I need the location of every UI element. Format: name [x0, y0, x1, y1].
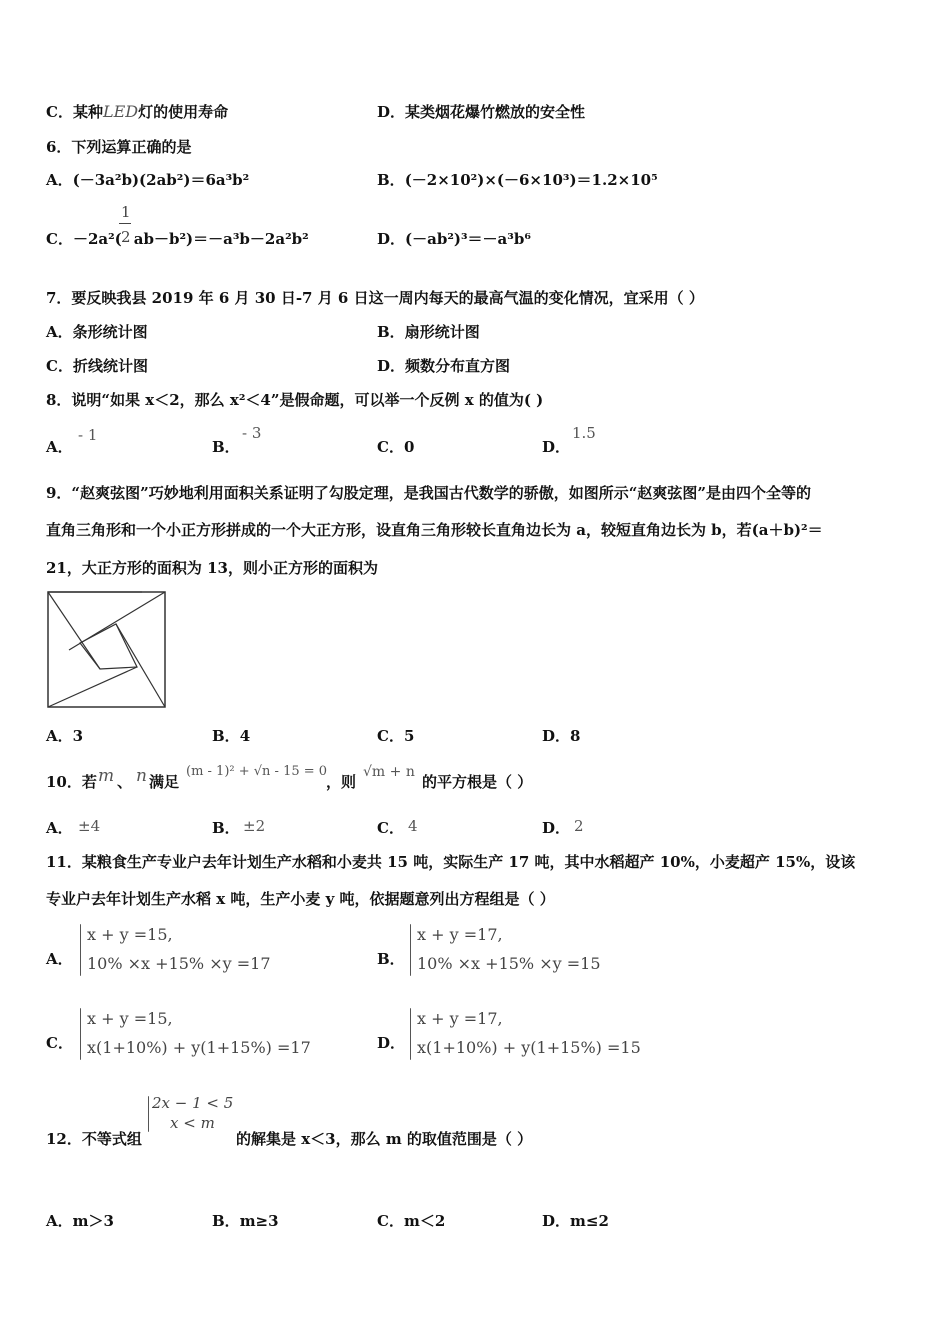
q7-option-d [377, 356, 510, 376]
q10-post: 的平方根是（ ） [422, 773, 533, 791]
q12-option-a [46, 1211, 114, 1231]
fraction-bar [119, 223, 131, 224]
q12-stem-pre: 12．不等式组 [46, 1130, 142, 1148]
option-text: m＜2 [403, 1212, 446, 1230]
q8-option-b-value: - 3 [242, 424, 262, 442]
q11-option-b-label: B． [377, 950, 405, 968]
option-text: 折线统计图 [72, 357, 148, 375]
option-label: D． [377, 230, 406, 248]
q8-option-d-label: D． [542, 438, 571, 456]
q12-option-b [212, 1211, 279, 1231]
q5-option-d [377, 102, 585, 122]
q6-option-a [46, 170, 249, 190]
q12-stem-post: 的解集是 x＜3，那么 m 的取值范围是（ ） [236, 1130, 533, 1148]
option-text: (－3a²b)(2ab²)＝6a³b² [72, 171, 250, 189]
option-label: C． [377, 438, 404, 456]
q8-stem: 8．说明“如果 x＜2，那么 x²＜4”是假命题，可以举一个反例 x 的值为( ) [46, 391, 544, 409]
q11-b-eq2: 10% ×x +15% ×y =15 [417, 954, 601, 973]
q11-c-eq2: x(1+10%) + y(1+15%) =17 [87, 1038, 311, 1057]
option-label: D． [377, 103, 406, 121]
option-text: 0 [403, 438, 415, 456]
q10-option-c-value: 4 [408, 817, 418, 835]
q10-option-b-value: ±2 [243, 817, 266, 835]
option-text: (－ab²)³＝－a³b⁶ [405, 230, 531, 248]
option-text: －2a²( [72, 230, 122, 248]
q12-eq2: x < m [170, 1114, 215, 1132]
option-label: C． [377, 1212, 404, 1230]
q9-option-c [377, 726, 414, 746]
option-label: A． [46, 727, 73, 745]
outer-square [48, 592, 165, 707]
q7-option-c [46, 356, 148, 376]
system-brace [148, 1096, 149, 1132]
q12-eq1: 2x − 1 < 5 [152, 1094, 234, 1112]
option-label: B． [212, 1212, 240, 1230]
option-text: m≥3 [239, 1212, 279, 1230]
q8-option-c [377, 437, 414, 457]
option-text: m＞3 [72, 1212, 114, 1230]
q9-option-b [212, 726, 250, 746]
q11-a-eq2: 10% ×x +15% ×y =17 [87, 954, 271, 973]
option-label: C． [46, 103, 73, 121]
q10-option-d-label: D． [542, 819, 571, 837]
zhao-shuang-diagram [47, 591, 167, 709]
hypotenuse-line [48, 667, 137, 707]
q10-option-a-label: A． [46, 819, 73, 837]
option-label: B． [377, 323, 405, 341]
option-label: C． [46, 357, 73, 375]
q5-option-c [46, 102, 228, 122]
q10-option-c-label: C． [377, 819, 404, 837]
option-label: A． [46, 323, 73, 341]
option-text: 5 [403, 727, 415, 745]
q6-stem: 6．下列运算正确的是 [46, 138, 192, 156]
option-text: 频数分布直方图 [405, 357, 511, 375]
q10-option-b-label: B． [212, 819, 240, 837]
q11-c-eq1: x + y =15, [87, 1009, 173, 1028]
q11-stem-line2: 专业户去年计划生产水稻 x 吨，生产小麦 y 吨，依据题意列出方程组是（ ） [46, 890, 555, 908]
fraction-numerator: 1 [121, 203, 131, 221]
q8-option-d-value: 1.5 [572, 424, 596, 442]
q7-option-a [46, 322, 148, 342]
q11-a-eq1: x + y =15, [87, 925, 173, 944]
option-label: B． [377, 171, 405, 189]
q10-option-a-value: ±4 [78, 817, 101, 835]
option-label: C． [377, 727, 404, 745]
option-text: 某种 [72, 103, 103, 121]
option-label: C． [46, 230, 73, 248]
q9-option-a [46, 726, 83, 746]
hypotenuse-line [116, 624, 165, 707]
q9-option-d [542, 726, 580, 746]
q11-option-d-label: D． [377, 1034, 406, 1052]
option-label: D． [377, 357, 406, 375]
option-label: A． [46, 171, 73, 189]
q11-d-eq2: x(1+10%) + y(1+15%) =15 [417, 1038, 641, 1057]
q12-option-c [377, 1211, 445, 1231]
option-text: 条形统计图 [72, 323, 148, 341]
option-text: 扇形统计图 [404, 323, 480, 341]
system-brace [410, 924, 411, 976]
q10-root: √m + n [363, 764, 415, 780]
q12-option-d [542, 1211, 609, 1231]
q6-option-c [46, 229, 309, 249]
q11-stem-line1: 11．某粮食生产专业户去年计划生产水稻和小麦共 15 吨，实际生产 17 吨，其中水稻超产 10%，小麦超产 15%，设该 [46, 853, 856, 871]
option-label: D． [542, 727, 571, 745]
q9-stem-line3: 21，大正方形的面积为 13，则小正方形的面积为 [46, 559, 378, 577]
hypotenuse-line [48, 592, 100, 669]
option-label: D． [542, 1212, 571, 1230]
q9-stem-line1: 9．“赵爽弦图”巧妙地利用面积关系证明了勾股定理，是我国古代数学的骄傲，如图所示“赵爽弦图”是由四个全等的 [46, 484, 811, 502]
q10-then: ，则 [326, 773, 357, 791]
q8-option-a-label: A． [46, 438, 73, 456]
q10-option-d-value: 2 [574, 817, 584, 835]
option-text: (－2×10²)×(－6×10³)＝1.2×10⁵ [404, 171, 658, 189]
q7-option-b [377, 322, 480, 342]
q10-separator: 、 [117, 773, 133, 791]
q6-option-d [377, 229, 531, 249]
math-m: m [98, 766, 115, 786]
q8-option-a-value: - 1 [78, 426, 98, 444]
q8-option-b-label: B． [212, 438, 240, 456]
q10-stem-pre: 10．若 [46, 773, 97, 791]
q11-option-c-label: C． [46, 1034, 73, 1052]
option-text: ab－b²)＝－a³b－2a²b² [133, 230, 309, 248]
math-n: n [136, 766, 147, 786]
option-text: 4 [239, 727, 251, 745]
option-text: 某类烟花爆竹燃放的安全性 [405, 103, 586, 121]
system-brace [80, 1008, 81, 1060]
fraction-denominator: 2 [121, 228, 131, 246]
option-label: B． [212, 727, 240, 745]
q11-b-eq1: x + y =17, [417, 925, 503, 944]
q11-d-eq1: x + y =17, [417, 1009, 503, 1028]
option-text: 8 [570, 727, 581, 745]
math-led: LED [102, 102, 139, 121]
inner-square [80, 624, 137, 669]
system-brace [410, 1008, 411, 1060]
system-brace [80, 924, 81, 976]
q10-mid: 满足 [149, 773, 180, 791]
q7-stem: 7．要反映我县 2019 年 6 月 30 日-7 月 6 日这一周内每天的最高气温的变化情况，宜采用（ ） [46, 289, 704, 307]
q11-option-a-label: A． [46, 950, 73, 968]
q10-condition: (m - 1)² + √n - 15 = 0 [186, 764, 328, 779]
option-text: 灯的使用寿命 [138, 103, 229, 121]
option-text: m≤2 [570, 1212, 609, 1230]
q9-stem-line2: 直角三角形和一个小正方形拼成的一个大正方形，设直角三角形较长直角边长为 a，较短直角边长为 b，若(a＋b)²＝ [46, 521, 823, 539]
option-label: A． [46, 1212, 73, 1230]
q6-option-b [377, 170, 658, 190]
option-text: 3 [72, 727, 84, 745]
